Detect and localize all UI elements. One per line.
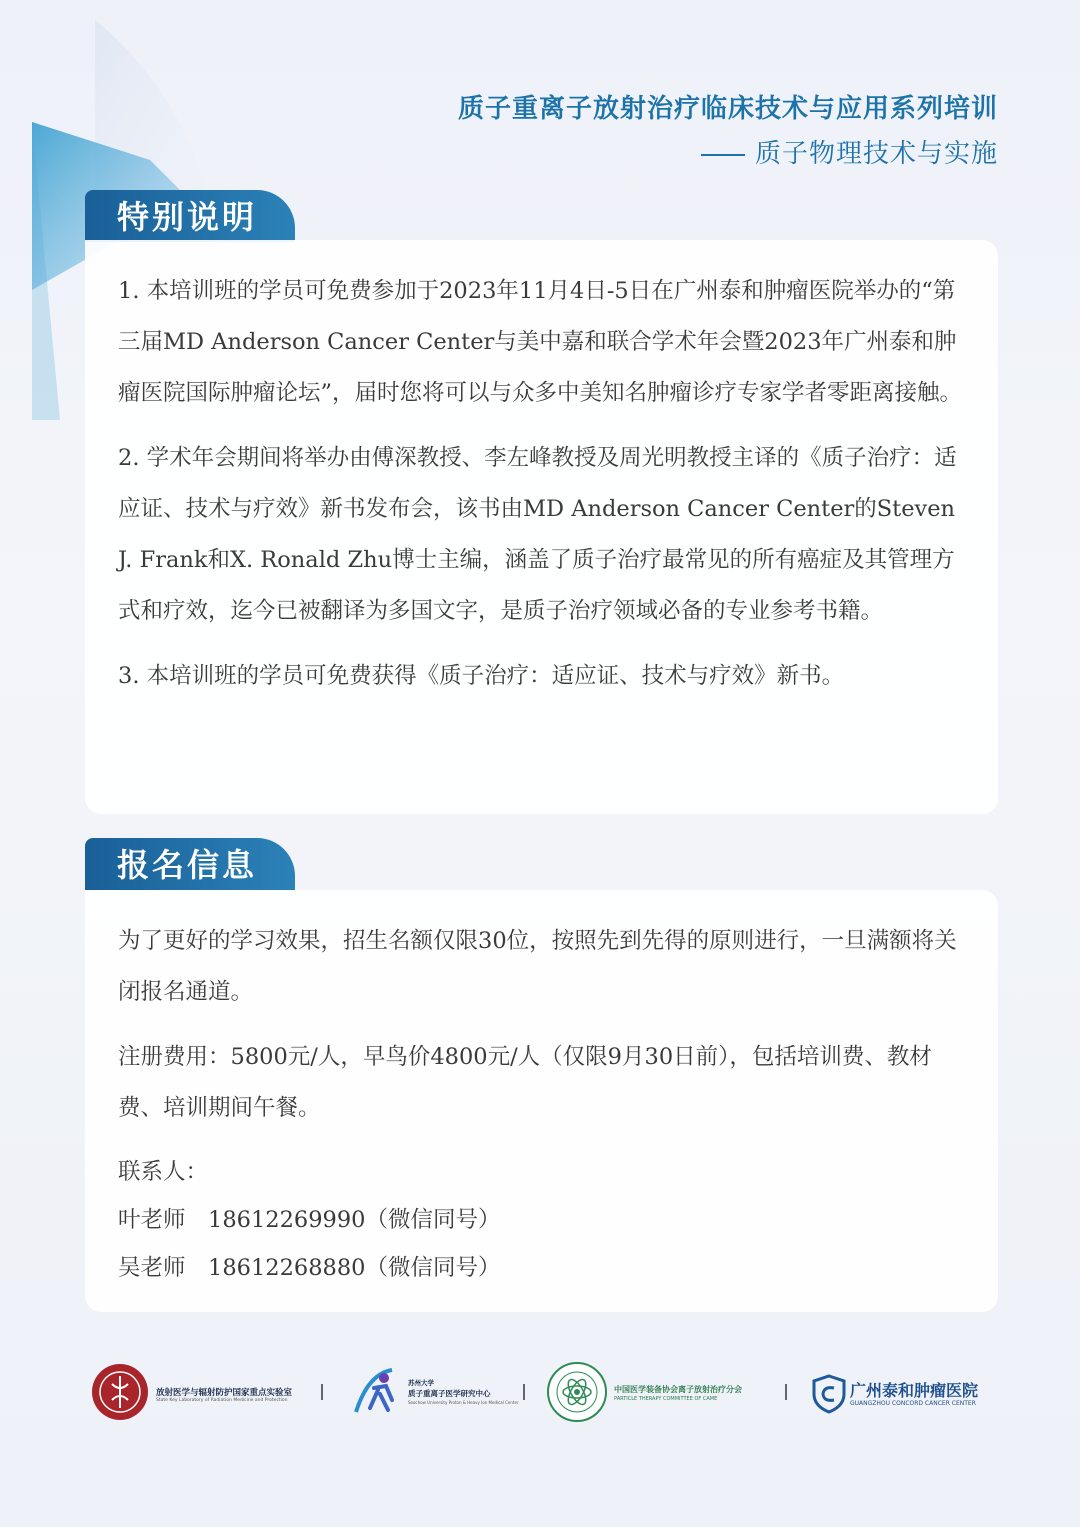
subtitle-dash <box>701 154 745 156</box>
contact-wu: 吴老师 18612268880（微信同号） <box>118 1255 501 1281</box>
logo-particle-therapy <box>546 1360 771 1424</box>
page-title: 质子重离子放射治疗临床技术与应用系列培训 <box>457 94 998 124</box>
special-notes-card <box>85 240 998 814</box>
note-paragraph-1: 1. 本培训班的学员可免费参加于2023年11月4日-5日在广州泰和肿瘤医院举办的“第三届MD Anderson Cancer Center与美中嘉和联合学术年会暨2023年广州泰和肿瘤医院国际肿瘤论坛”，届时您将可以与众多中美知名肿瘤诊疗专家学者零距离接触。 <box>118 278 963 406</box>
registration-paragraph-1: 为了更好的学习效果，招生名额仅限30位，按照先到先得的原则进行，一旦满额将关闭报名通道。 <box>118 928 957 1005</box>
logo1-cn: 放射医学与辐射防护国家重点实验室 <box>156 1388 293 1398</box>
logo1-en: State Key Laboratory of Radiation Medicine and Protection <box>156 1398 288 1403</box>
header <box>458 88 998 170</box>
logo-concord <box>812 1360 1002 1424</box>
logo2-cn: 质子重离子医学研究中心 <box>408 1389 491 1398</box>
note-paragraph-2: 2. 学术年会期间将举办由傅深教授、李左峰教授及周光明教授主译的《质子治疗：适应证、技术与疗效》新书发布会，该书由MD Anderson Cancer Center的Steven J. Frank和X. Ronald Zhu博士主编，涵盖了质子治疗最常见的所有癌症及其管理方式和疗效，迄今已被翻译为多国文字，是质子治疗领域必备的专业参考书籍。 <box>118 445 957 624</box>
soochow-figure-icon <box>348 1364 406 1420</box>
concord-shield-icon <box>812 1374 846 1414</box>
logo2-en: Soochow University Proton & Heavy Ion Medical Center <box>408 1400 519 1405</box>
footer-logos <box>90 1360 1000 1424</box>
logo4-en: GUANGZHOU CONCORD CANCER CENTER <box>850 1400 976 1407</box>
contact-label: 联系人： <box>118 1159 209 1185</box>
footer-separator <box>785 1384 787 1400</box>
logo4-cn: 广州泰和肿瘤医院 <box>850 1381 979 1400</box>
note-paragraph-3: 3. 本培训班的学员可免费获得《质子治疗：适应证、技术与疗效》新书。 <box>118 663 845 689</box>
footer-separator <box>523 1384 525 1400</box>
particle-therapy-emblem-icon <box>546 1361 608 1423</box>
section-tab-registration: 报名信息 <box>85 838 295 890</box>
logo3-en: PARTICLE THERAPY COMMITTEE OF CAME <box>614 1396 718 1402</box>
subtitle-text: 质子物理技术与实施 <box>754 139 998 169</box>
section-tab-special-notes: 特别说明 <box>85 190 295 242</box>
logo-radiation-lab <box>90 1360 305 1424</box>
logo-soochow <box>348 1360 519 1424</box>
footer-separator <box>321 1384 323 1400</box>
page-subtitle <box>458 133 998 170</box>
contact-ye: 叶老师 18612269990（微信同号） <box>118 1207 501 1233</box>
radiation-lab-emblem-icon <box>90 1362 150 1422</box>
logo2-cn-top: 苏州大学 <box>408 1379 434 1387</box>
registration-fee: 注册费用：5800元/人，早鸟价4800元/人（仅限9月30日前），包括培训费、教材费、培训期间午餐。 <box>118 1044 932 1121</box>
registration-card <box>85 890 998 1312</box>
logo3-cn: 中国医学装备协会离子放射治疗分会 <box>614 1385 742 1394</box>
